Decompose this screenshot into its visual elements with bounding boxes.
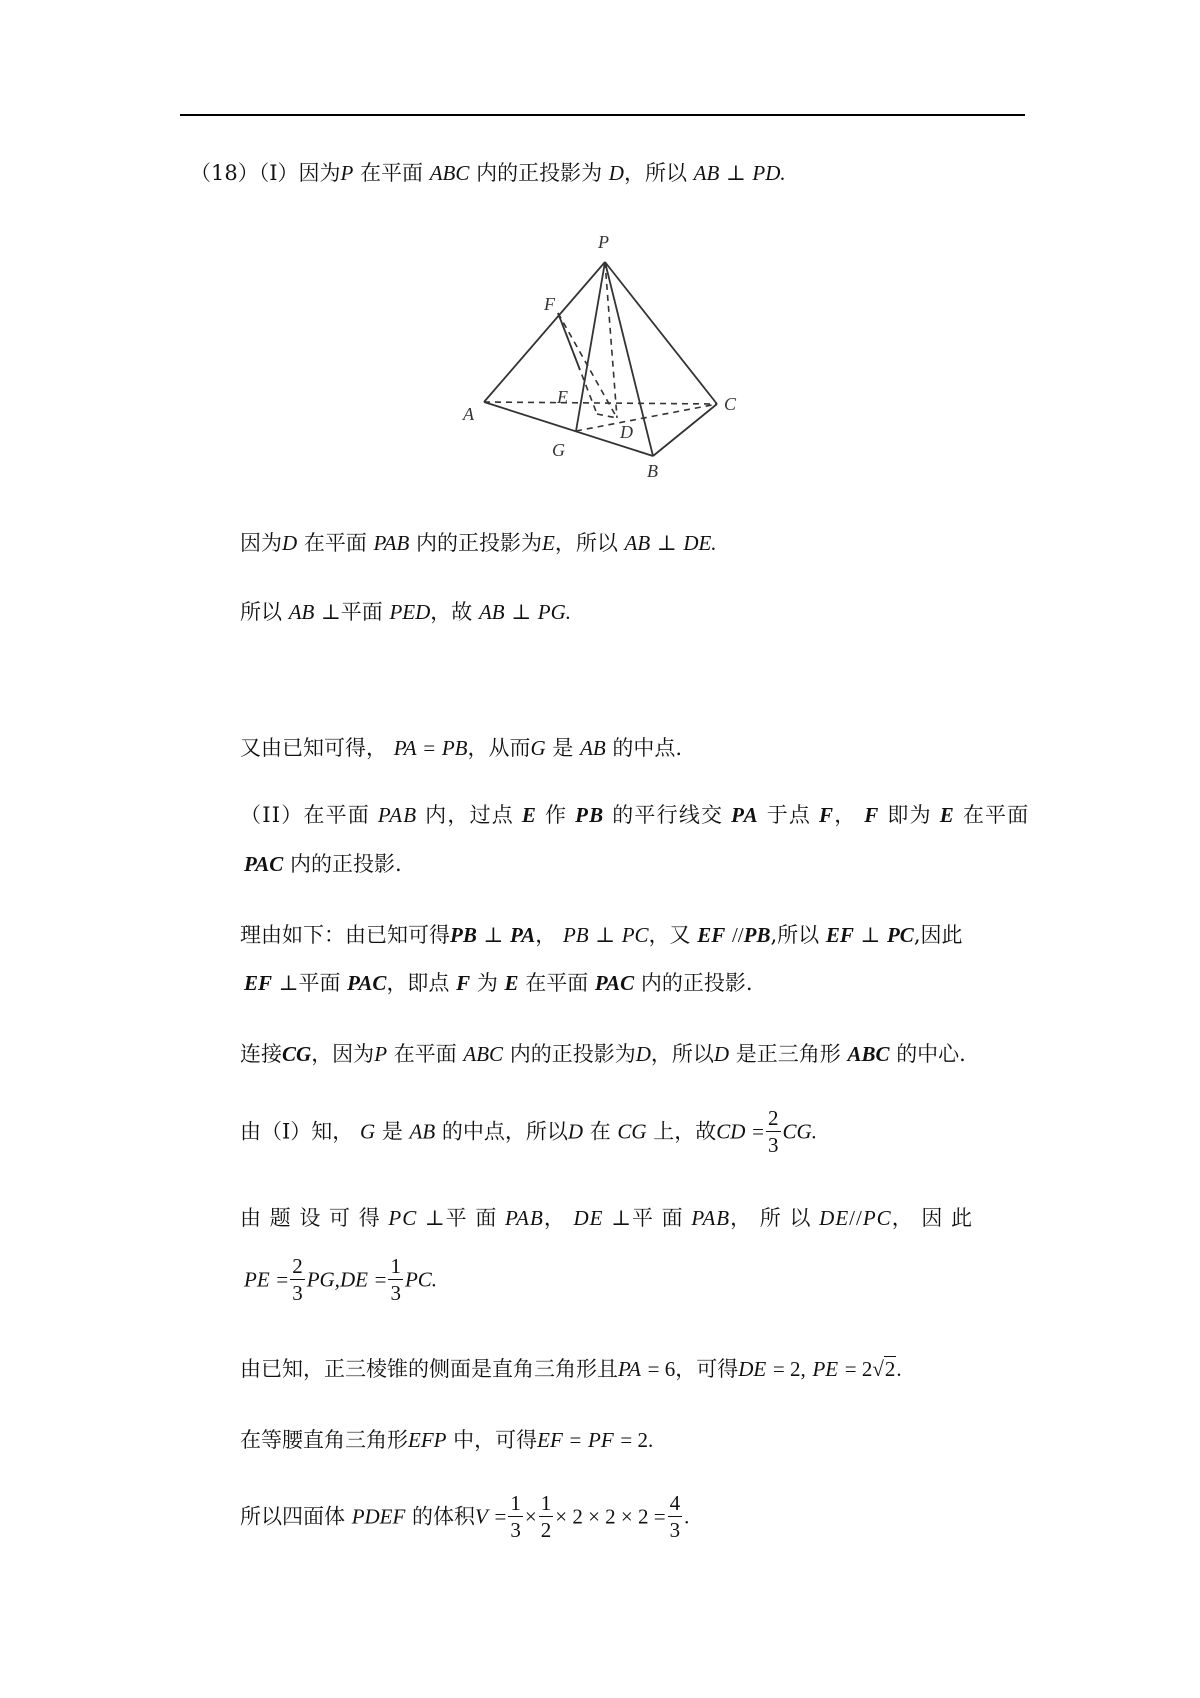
math-var: D bbox=[282, 531, 298, 555]
label-G: G bbox=[552, 440, 565, 460]
math-var: P bbox=[374, 1042, 388, 1066]
number: = 2 bbox=[844, 1357, 873, 1381]
period: . bbox=[896, 1357, 902, 1381]
math-var: PE bbox=[244, 1267, 270, 1292]
math-var: AB bbox=[580, 736, 606, 760]
math-var: PB bbox=[743, 923, 771, 947]
fraction-1-3 bbox=[508, 1493, 523, 1541]
math-var: PED bbox=[389, 600, 431, 624]
math-var: D bbox=[713, 1042, 730, 1066]
math-var: D bbox=[567, 1119, 584, 1144]
text: 在平面 bbox=[360, 161, 424, 185]
edge-PA bbox=[484, 262, 605, 402]
equals: = bbox=[374, 1267, 387, 1292]
math-var: EF bbox=[697, 923, 726, 947]
number: = 6 bbox=[647, 1357, 676, 1381]
math-var: PDEF bbox=[351, 1504, 406, 1529]
text: ， bbox=[834, 803, 857, 827]
period: . bbox=[684, 1504, 690, 1529]
perp-symbol: ⊥ bbox=[860, 923, 881, 947]
part2-line10 bbox=[240, 1430, 653, 1451]
math-var: PC bbox=[621, 923, 649, 947]
text: 的平行线交 bbox=[612, 803, 724, 827]
perp-symbol: ⊥ bbox=[595, 923, 616, 947]
text: 是正三角形 bbox=[735, 1042, 841, 1066]
text: 在等腰直角三角形 bbox=[240, 1428, 408, 1452]
numerator: 2 bbox=[292, 1254, 303, 1278]
text: 是 bbox=[381, 1119, 403, 1144]
equals: = bbox=[276, 1267, 289, 1292]
label-P: P bbox=[598, 232, 609, 252]
math-var: PA bbox=[731, 803, 759, 827]
math-var: E bbox=[939, 803, 955, 827]
math-var: AB bbox=[624, 531, 651, 555]
math-var: PAB bbox=[377, 803, 418, 827]
math-var: AB bbox=[288, 600, 315, 624]
text: 作 bbox=[544, 803, 568, 827]
math-var: AB bbox=[409, 1119, 436, 1144]
text: 由（I）知， bbox=[240, 1119, 354, 1144]
math-var: PC bbox=[862, 1206, 892, 1230]
math-var: F bbox=[864, 803, 880, 827]
part2-line6 bbox=[240, 1108, 817, 1156]
math-var: PB bbox=[450, 923, 477, 947]
math-var: PAC bbox=[594, 971, 635, 995]
math-var: PAB bbox=[373, 531, 410, 555]
label-A: A bbox=[463, 404, 474, 424]
text: ，故 bbox=[430, 600, 473, 624]
fraction-2-3 bbox=[290, 1256, 305, 1304]
part2-line1 bbox=[240, 805, 1029, 826]
math-var: CG bbox=[282, 1042, 312, 1066]
text: 是 bbox=[552, 736, 574, 760]
text: 的体积 bbox=[412, 1504, 476, 1529]
perp-symbol: ⊥ bbox=[483, 923, 504, 947]
math-var: CD bbox=[716, 1119, 746, 1144]
text: ， bbox=[543, 1206, 566, 1230]
part-label: （18）（I）因为 bbox=[190, 161, 341, 185]
math-var: ABC bbox=[429, 161, 470, 185]
math-var: PAC bbox=[244, 852, 284, 876]
part-label: （II）在平面 bbox=[240, 803, 370, 827]
math-var: D bbox=[635, 1042, 651, 1066]
math-var: V bbox=[475, 1504, 488, 1529]
edge-BC bbox=[653, 404, 717, 456]
text: 平 面 bbox=[631, 1206, 684, 1230]
times: × bbox=[524, 1504, 537, 1529]
text: 所以 bbox=[240, 600, 282, 624]
math-var: PA bbox=[393, 736, 417, 760]
part2-line11 bbox=[240, 1493, 689, 1541]
label-F: F bbox=[544, 294, 555, 314]
numerator: 1 bbox=[510, 1491, 521, 1515]
fraction-2-3 bbox=[766, 1108, 781, 1156]
text: 因 此 bbox=[921, 1206, 974, 1230]
math-var: P bbox=[340, 161, 354, 185]
math-var: ABC bbox=[847, 1042, 890, 1066]
text: 于点 bbox=[766, 803, 812, 827]
math-var: DE bbox=[573, 1206, 604, 1230]
equals: = bbox=[569, 1428, 582, 1452]
number: = 2, bbox=[772, 1357, 806, 1381]
denominator: 3 bbox=[669, 1518, 681, 1542]
math-var: CG. bbox=[782, 1119, 817, 1144]
part2-line7 bbox=[240, 1208, 973, 1229]
math-var: PB bbox=[575, 803, 605, 827]
edge-AC bbox=[484, 402, 717, 404]
text: ，可得 bbox=[675, 1357, 739, 1381]
math-var: PC bbox=[886, 923, 914, 947]
numerator: 2 bbox=[768, 1106, 779, 1130]
text: ，因为 bbox=[311, 1042, 375, 1066]
math-var: EF bbox=[244, 971, 273, 995]
math-var: F bbox=[456, 971, 471, 995]
text: ， bbox=[730, 1206, 753, 1230]
pyramid-figure bbox=[452, 224, 762, 482]
parallel-symbol: // bbox=[731, 923, 744, 947]
math-var: AB bbox=[693, 161, 720, 185]
text: 所 以 bbox=[759, 1206, 812, 1230]
math-var: PG, bbox=[306, 1267, 340, 1292]
text: 由 题 设 可 得 bbox=[240, 1206, 381, 1230]
product: × 2 × 2 × 2 = bbox=[555, 1504, 666, 1529]
fraction-4-3 bbox=[668, 1493, 683, 1541]
math-var: DE bbox=[339, 1267, 368, 1292]
radicand: 2 bbox=[884, 1357, 896, 1381]
label-E: E bbox=[557, 387, 568, 407]
text: 在 bbox=[589, 1119, 611, 1144]
numerator: 1 bbox=[390, 1254, 401, 1278]
text: ，所以 bbox=[554, 531, 618, 555]
math-var: DE bbox=[738, 1357, 767, 1381]
text: 平面 bbox=[340, 600, 383, 624]
math-var: G bbox=[359, 1119, 376, 1144]
math-var: PAB bbox=[505, 1206, 544, 1230]
math-var: PB bbox=[441, 736, 468, 760]
perp-symbol: ⊥ bbox=[424, 1206, 446, 1230]
header-rule bbox=[180, 114, 1025, 116]
equals: = bbox=[752, 1119, 765, 1144]
math-var: PAC bbox=[347, 971, 387, 995]
part1-line2 bbox=[240, 533, 717, 554]
math-var: ABC bbox=[463, 1042, 504, 1066]
math-var: AB bbox=[478, 600, 505, 624]
perp-symbol: ⊥ bbox=[278, 971, 299, 995]
text: 即为 bbox=[887, 803, 932, 827]
part2-line3 bbox=[240, 925, 963, 946]
part2-line5 bbox=[240, 1044, 966, 1065]
math-var: E bbox=[542, 531, 555, 555]
text: 所以四面体 bbox=[240, 1504, 345, 1529]
text: 内的正投影. bbox=[289, 852, 402, 876]
math-var: PE bbox=[812, 1357, 839, 1381]
equals: = bbox=[494, 1504, 507, 1529]
segment-ED bbox=[597, 414, 617, 418]
math-var: E bbox=[504, 971, 519, 995]
math-var: PA bbox=[509, 923, 536, 947]
fraction-1-3 bbox=[388, 1256, 403, 1304]
text: ， bbox=[891, 1206, 914, 1230]
part1-line1 bbox=[190, 163, 786, 184]
part2-line8 bbox=[244, 1256, 437, 1304]
label-C: C bbox=[724, 394, 737, 414]
numerator: 1 bbox=[540, 1491, 552, 1515]
text: ，又 bbox=[648, 923, 691, 947]
math-var: PA bbox=[618, 1357, 641, 1381]
edge-PG bbox=[576, 262, 605, 431]
text: 在平面 bbox=[962, 803, 1030, 827]
perp-symbol: ⊥ bbox=[511, 600, 532, 624]
label-B: B bbox=[647, 461, 658, 481]
math-var: G bbox=[530, 736, 546, 760]
denominator: 3 bbox=[292, 1281, 303, 1305]
part2-line9 bbox=[240, 1359, 902, 1380]
perp-symbol: ⊥ bbox=[656, 531, 677, 555]
text: 内，过点 bbox=[425, 803, 514, 827]
text: 因为 bbox=[240, 531, 282, 555]
denominator: 3 bbox=[510, 1518, 521, 1542]
math-var: PC bbox=[388, 1206, 418, 1230]
fraction-1-2 bbox=[539, 1493, 554, 1541]
text: 理由如下：由已知可得 bbox=[240, 923, 450, 947]
math-var: PAB bbox=[691, 1206, 731, 1230]
parallel-symbol: // bbox=[849, 1206, 863, 1230]
math-var: DE. bbox=[683, 531, 717, 555]
math-var: PF bbox=[588, 1428, 614, 1452]
text: 在平面 bbox=[393, 1042, 457, 1066]
part1-line4 bbox=[240, 738, 682, 759]
denominator: 3 bbox=[390, 1281, 401, 1305]
math-var: PB bbox=[562, 923, 589, 947]
math-var: CG bbox=[617, 1119, 647, 1144]
text: 的中心. bbox=[896, 1042, 966, 1066]
perp-symbol: ⊥ bbox=[725, 161, 746, 185]
math-var: PC. bbox=[404, 1267, 438, 1292]
text: 内的正投影. bbox=[640, 971, 753, 995]
text: 内的正投影为 bbox=[476, 161, 603, 185]
part2-line2 bbox=[244, 854, 402, 875]
text: 在平面 bbox=[303, 531, 367, 555]
text: 中，可得 bbox=[453, 1428, 538, 1452]
math-var: F bbox=[818, 803, 835, 827]
perp-symbol: ⊥ bbox=[611, 1206, 632, 1230]
text: 的中点，所以 bbox=[441, 1119, 568, 1144]
part1-line3 bbox=[240, 602, 571, 623]
text: 为 bbox=[476, 971, 498, 995]
text: ， bbox=[535, 923, 557, 947]
sqrt-2: √2 bbox=[872, 1357, 896, 1381]
denominator: 3 bbox=[768, 1133, 779, 1157]
math-var: DE bbox=[819, 1206, 850, 1230]
denominator: 2 bbox=[540, 1518, 552, 1542]
math-var: EF bbox=[825, 923, 854, 947]
text: 由已知，正三棱锥的侧面是直角三角形且 bbox=[240, 1357, 618, 1381]
math-var: PG. bbox=[537, 600, 572, 624]
text: 又由已知可得， bbox=[240, 736, 387, 760]
part2-line4 bbox=[244, 973, 753, 994]
math-var: EFP bbox=[408, 1428, 447, 1452]
math-var: E bbox=[521, 803, 538, 827]
text: ,因此 bbox=[913, 923, 963, 947]
text: 上，故 bbox=[653, 1119, 717, 1144]
text: 内的正投影为 bbox=[416, 531, 543, 555]
math-var: D bbox=[608, 161, 624, 185]
perp-symbol: ⊥ bbox=[321, 600, 341, 624]
text: 平 面 bbox=[445, 1206, 498, 1230]
text: ，所以 bbox=[623, 161, 687, 185]
text: 的中点. bbox=[612, 736, 683, 760]
text: ，从而 bbox=[467, 736, 531, 760]
equals: = bbox=[423, 736, 436, 760]
text: 平面 bbox=[298, 971, 341, 995]
segment-F-solid bbox=[558, 313, 580, 370]
text: ，所以 bbox=[650, 1042, 714, 1066]
text: ，即点 bbox=[386, 971, 450, 995]
text: 在平面 bbox=[525, 971, 589, 995]
math-var: PD. bbox=[752, 161, 786, 185]
text: 连接 bbox=[240, 1042, 282, 1066]
text: 内的正投影为 bbox=[509, 1042, 636, 1066]
math-var: EF bbox=[537, 1428, 563, 1452]
label-D: D bbox=[620, 422, 633, 442]
text: ,所以 bbox=[770, 923, 820, 947]
numerator: 4 bbox=[669, 1491, 681, 1515]
number: = 2. bbox=[620, 1428, 654, 1452]
